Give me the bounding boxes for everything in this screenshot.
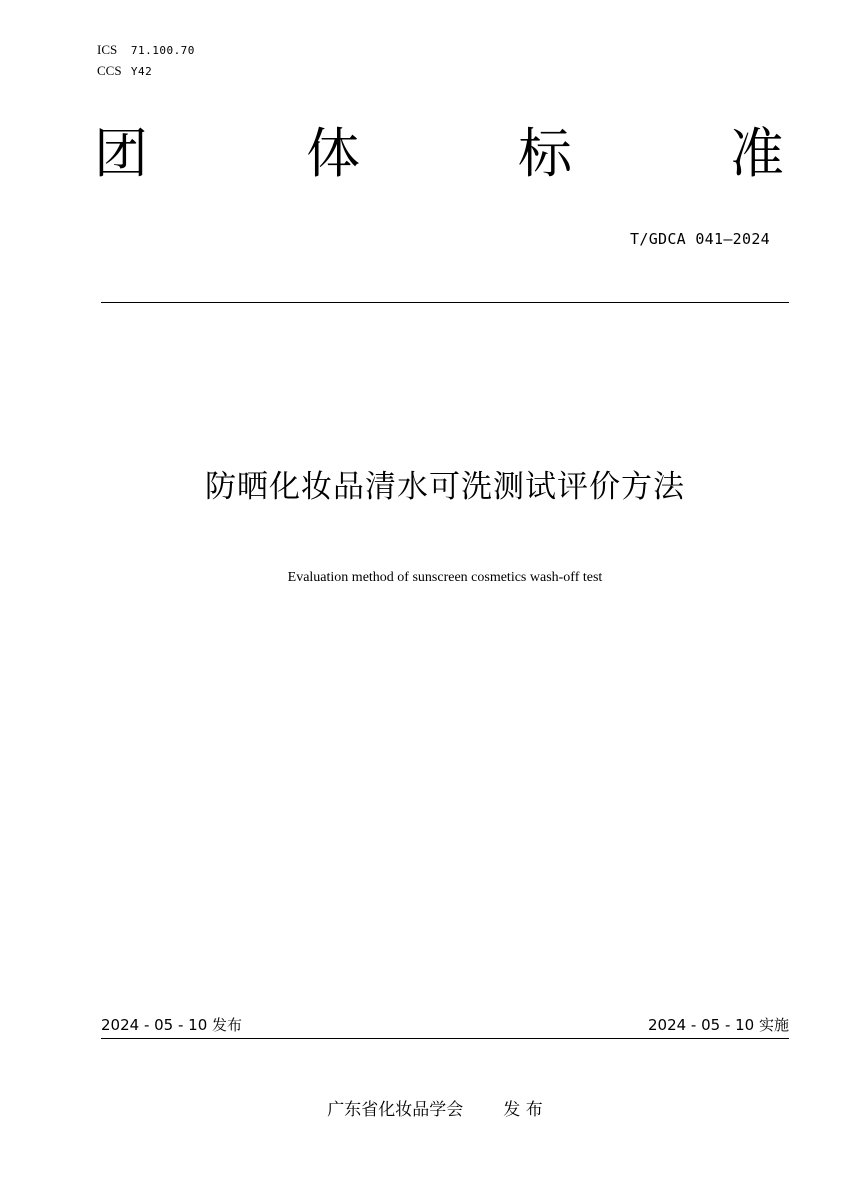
ics-value: 71.100.70 [130,44,195,57]
ics-label: ICS [97,42,118,57]
title-chinese: 防晒化妆品清水可洗测试评价方法 [205,469,685,505]
ccs-label: CCS [97,63,122,78]
ccs-code [97,61,195,82]
top-divider [101,302,789,303]
classification-codes [97,40,195,82]
publisher-line [0,1098,850,1122]
bottom-divider [101,1038,789,1039]
publisher-name: 广东省化妆品学会 [327,1100,464,1120]
ccs-value: Y42 [130,65,153,78]
standard-type-char: 准 [730,122,784,185]
standard-type-heading [94,118,784,190]
issue-date: 2024 - 05 - 10 发布 [101,1016,243,1034]
ics-code [97,40,195,61]
implementation-date: 2024 - 05 - 10 实施 [647,1016,789,1034]
standard-number: T/GDCA 041—2024 [630,230,770,248]
standard-type-char: 团 [94,122,148,185]
standard-type-char: 标 [518,122,572,185]
publisher-action: 发 布 [503,1100,543,1120]
title-english: Evaluation method of sunscreen cosmetics wash-off test [287,570,603,585]
standard-type-char: 体 [306,122,360,185]
